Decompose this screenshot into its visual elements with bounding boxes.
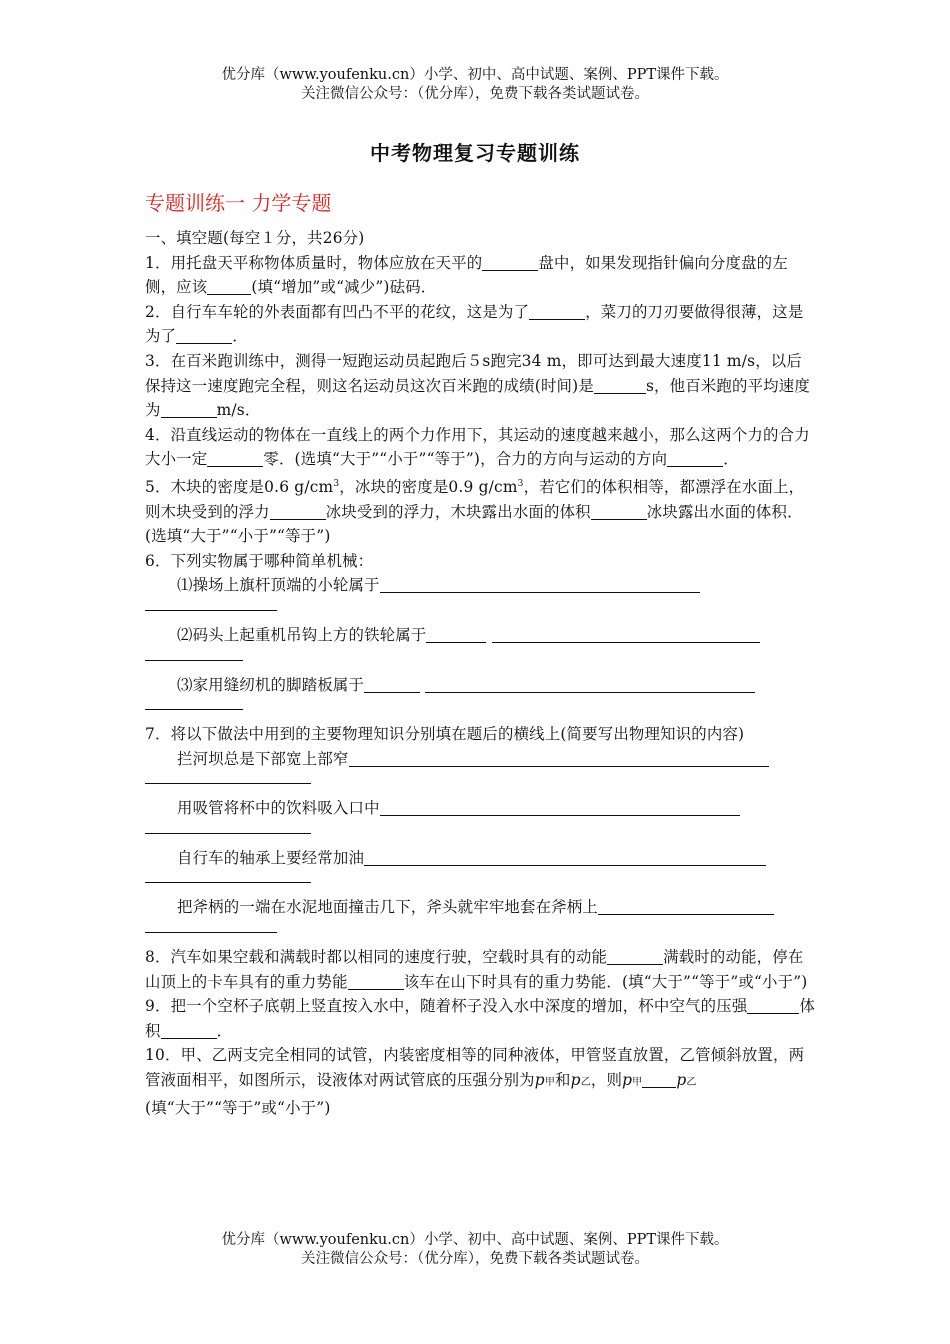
answer-blank[interactable] — [529, 304, 585, 320]
answer-blank[interactable] — [667, 451, 723, 467]
answer-blank[interactable] — [426, 627, 486, 643]
answer-line-continuation — [145, 821, 311, 834]
answer-blank[interactable] — [642, 1072, 676, 1088]
question-6-item: ⑶家用缝纫机的脚踏板属于 — [145, 673, 817, 711]
answer-line-continuation — [145, 697, 243, 710]
question-6-item: ⑵码头上起重机吊钩上方的铁轮属于 — [145, 623, 817, 661]
question-10: 10．甲、乙两支完全相同的试管，内装密度相等的同种液体，甲管竖直放置，乙管倾斜放置，两管液面相平，如图所示，设液体对两试管底的压强分别为p甲和p乙，则p甲 p乙 (填“大于”“等于”或“小于”) — [145, 1046, 805, 1117]
answer-blank[interactable] — [207, 279, 251, 295]
section-heading: 一、填空题(每空１分，共26分) — [145, 229, 365, 247]
header-line-1: 优分库（www.youfenku.cn）小学、初中、高中试题、案例、PPT课件下载。 — [221, 67, 729, 83]
answer-blank[interactable] — [364, 850, 766, 866]
answer-line-continuation — [145, 920, 277, 933]
answer-blank[interactable] — [591, 504, 647, 520]
question-7-stem: 7．将以下做法中用到的主要物理知识分别填在题后的横线上(简要写出物理知识的内容) — [145, 725, 745, 744]
answer-blank[interactable] — [207, 451, 263, 467]
answer-blank[interactable] — [176, 328, 232, 344]
page-header — [0, 66, 950, 104]
question-body — [145, 226, 817, 1120]
question-8: 8．汽车如果空载和满载时都以相同的速度行驶，空载时具有的动能 满载时的动能，停在山顶上的卡车具有的重力势能 该车在山下时具有的重力势能．(填“大于”“等于”或“小于”) — [145, 948, 808, 991]
answer-blank[interactable] — [425, 677, 755, 693]
answer-line-continuation — [145, 598, 277, 611]
answer-blank[interactable] — [161, 402, 217, 418]
answer-blank[interactable] — [492, 627, 760, 643]
question-3: 3．在百米跑训练中，测得一短跑运动员起跑后５s跑完34 m，即可达到最大速度11 m/s，以后保持这一速度跑完全程，则这名运动员这次百米跑的成绩(时间)是 s，他百米跑的平均速度为 m/s． — [145, 351, 810, 420]
footer-line-2: 关注微信公众号：（优分库），免费下载各类试题试卷。 — [301, 1251, 649, 1267]
answer-blank[interactable] — [364, 677, 420, 693]
answer-blank[interactable] — [380, 800, 740, 816]
answer-blank[interactable] — [594, 378, 646, 394]
document-title: 中考物理复习专题训练 — [370, 141, 580, 165]
question-7-item: 拦河坝总是下部宽上部窄 — [145, 747, 817, 785]
answer-blank[interactable] — [598, 899, 774, 915]
answer-line-continuation — [145, 771, 311, 784]
answer-blank[interactable] — [161, 1023, 217, 1039]
answer-line-continuation — [145, 870, 311, 883]
question-7-item: 把斧柄的一端在水泥地面撞击几下，斧头就牢牢地套在斧柄上 — [145, 895, 817, 933]
answer-blank[interactable] — [747, 998, 799, 1014]
question-4: 4．沿直线运动的物体在一直线上的两个力作用下，其运动的速度越来越小，那么这两个力的合力大小一定 零．(选填“大于”“小于”“等于”)，合力的方向与运动的方向 ． — [145, 425, 810, 469]
question-7-item: 自行车的轴承上要经常加油 — [145, 846, 817, 884]
section-subtitle: 专题训练一 力学专题 — [145, 191, 332, 215]
question-6-stem: 6．下列实物属于哪种简单机械： — [145, 551, 374, 570]
answer-blank[interactable] — [380, 577, 700, 593]
answer-blank[interactable] — [607, 949, 663, 965]
answer-line-continuation — [145, 648, 243, 661]
answer-blank[interactable] — [348, 974, 404, 990]
answer-blank[interactable] — [482, 255, 538, 271]
question-2: 2．自行车车轮的外表面都有凹凸不平的花纹，这是为了 ，菜刀的刀刃要做得很薄，这是为了 ． — [145, 302, 804, 346]
answer-blank[interactable] — [270, 504, 326, 520]
question-1: 1．用托盘天平称物体质量时，物体应放在天平的 盘中，如果发现指针偏向分度盘的左侧，应该 (填“增加”或“减少”)砝码． — [145, 253, 788, 297]
footer-line-1: 优分库（www.youfenku.cn）小学、初中、高中试题、案例、PPT课件下载。 — [221, 1232, 729, 1248]
question-6-item: ⑴操场上旗杆顶端的小轮属于 — [145, 573, 817, 611]
page-footer — [0, 1231, 950, 1269]
header-line-2: 关注微信公众号：（优分库），免费下载各类试题试卷。 — [301, 86, 649, 102]
answer-blank[interactable] — [349, 751, 769, 767]
question-9: 9．把一个空杯子底朝上竖直按入水中，随着杯子没入水中深度的增加，杯中空气的压强 体积 ． — [145, 997, 816, 1040]
question-7-item: 用吸管将杯中的饮料吸入口中 — [145, 796, 817, 834]
question-5: 5．木块的密度是0.6 $g/cm^3$，冰块的密度是0.9 $g/cm^3$，若它们的体积相等，都漂浮在水面上，则木块受到的浮力 冰块受到的浮力，木块露出水面的体积 冰块露出水面的体积．(选填“大于”“小于”“等于”) — [145, 477, 805, 546]
